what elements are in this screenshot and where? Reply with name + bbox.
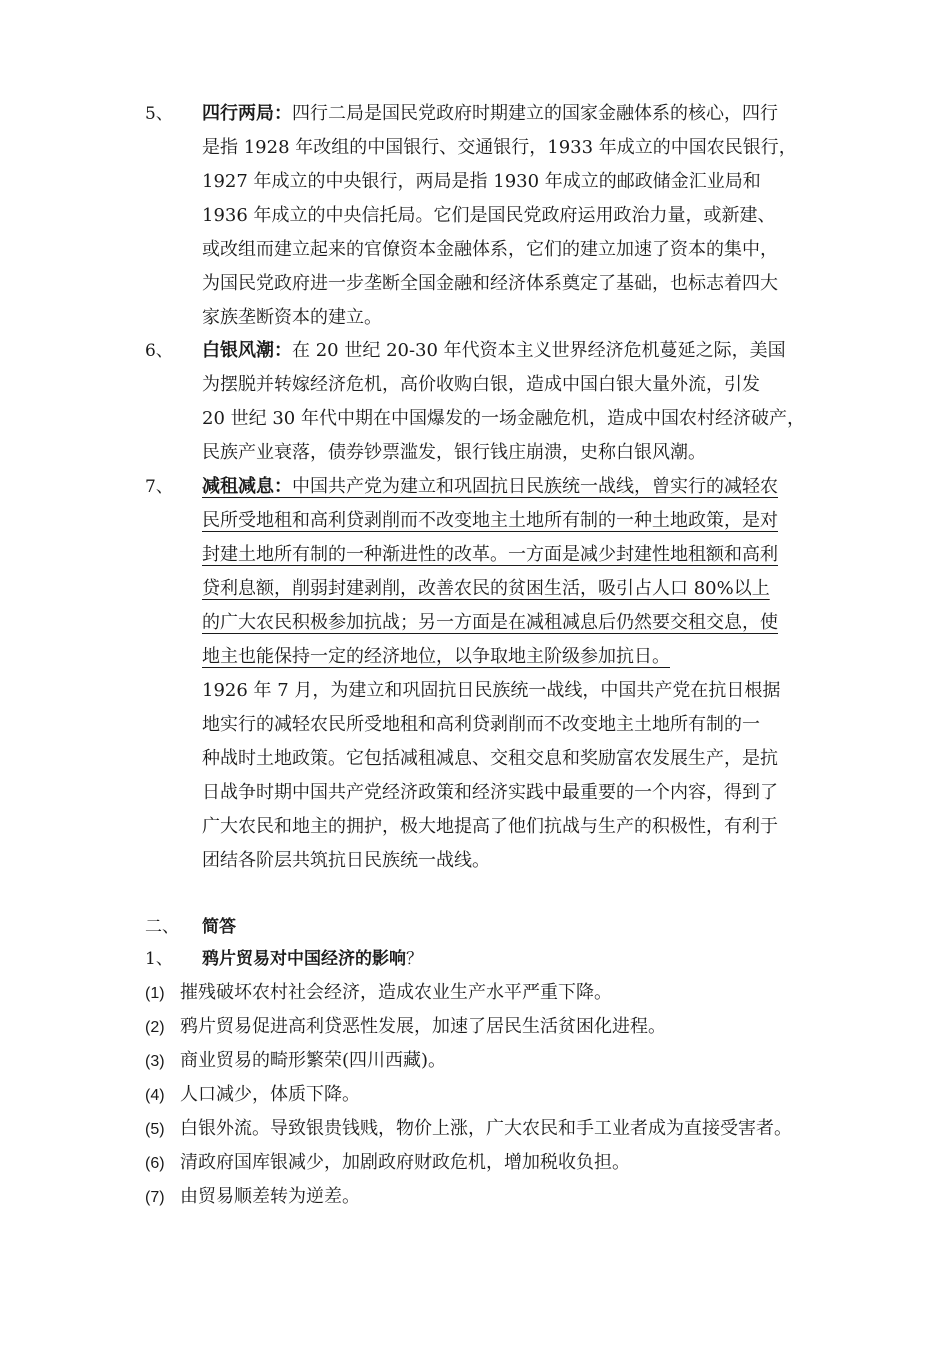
question-heading xyxy=(145,942,423,976)
answer-number: (2) xyxy=(145,1019,165,1036)
answer-text: 人口减少，体质下降。 xyxy=(180,1084,360,1105)
entry-underlined-line: 地主也能保持一定的经济地位，以争取地主阶级参加抗日。 xyxy=(202,646,670,667)
entry-line: 20 世纪 30 年代中期在中国爆发的一场金融危机，造成中国农村经济破产， xyxy=(202,408,805,429)
answer-number: (3) xyxy=(145,1053,165,1070)
answer-number: (4) xyxy=(145,1087,165,1104)
entry-underlined-line: 民所受地租和高利贷剥削而不改变地主土地所有制的一种土地政策，是对 xyxy=(202,510,778,531)
term-entry-5 xyxy=(145,97,825,335)
entry-underlined-line: 封建土地所有制的一种渐进性的改革。一方面是减少封建性地租额和高利 xyxy=(202,544,778,565)
entry-body xyxy=(202,334,812,470)
answer-item xyxy=(145,1078,360,1113)
answer-item xyxy=(145,1112,792,1147)
answer-number: (7) xyxy=(145,1189,165,1206)
entry-line: 为摆脱并转嫁经济危机，高价收购白银，造成中国白银大量外流，引发 xyxy=(202,374,760,395)
entry-term: 四行两局： xyxy=(202,103,292,124)
answer-item xyxy=(145,1146,630,1181)
entry-body xyxy=(202,97,812,335)
entry-line: 广大农民和地主的拥护，极大地提高了他们抗战与生产的积极性，有利于 xyxy=(202,816,778,837)
entry-line: 在 20 世纪 20-30 年代资本主义世界经济危机蔓延之际，美国 xyxy=(292,340,786,361)
answer-text: 商业贸易的畸形繁荣(四川西藏)。 xyxy=(180,1050,447,1071)
entry-underlined-line: 的广大农民积极参加抗战；另一方面是在减租减息后仍然要交租交息，使 xyxy=(202,612,778,633)
section-title: 简答 xyxy=(202,917,236,937)
entry-line: 1936 年成立的中央信托局。它们是国民党政府运用政治力量，或新建、 xyxy=(202,205,776,226)
answer-text: 白银外流。导致银贵钱贱，物价上涨，广大农民和手工业者成为直接受害者。 xyxy=(180,1118,792,1139)
entry-body xyxy=(202,470,812,878)
term-entry-6 xyxy=(145,334,825,470)
entry-number: 5、 xyxy=(145,104,173,124)
answer-item xyxy=(145,1180,360,1215)
entry-line: 团结各阶层共筑抗日民族统一战线。 xyxy=(202,850,490,871)
entry-line: 是指 1928 年改组的中国银行、交通银行，1933 年成立的中国农民银行， xyxy=(202,137,797,158)
entry-line: 地实行的减轻农民所受地租和高利贷剥削而不改变地主土地所有制的一 xyxy=(202,714,760,735)
question-number: 1、 xyxy=(145,949,173,969)
entry-underlined-line: 中国共产党为建立和巩固抗日民族统一战线，曾实行的减轻农 xyxy=(292,476,778,497)
section-number: 二、 xyxy=(145,917,179,937)
question-title: 鸦片贸易对中国经济的影响 xyxy=(202,949,406,969)
answer-text: 摧残破坏农村社会经济，造成农业生产水平严重下降。 xyxy=(180,982,612,1003)
entry-line: 或改组而建立起来的官僚资本金融体系，它们的建立加速了资本的集中， xyxy=(202,239,778,260)
entry-line: 1926 年 7 月，为建立和巩固抗日民族统一战线，中国共产党在抗日根据 xyxy=(202,680,781,701)
answer-text: 清政府国库银减少，加剧政府财政危机，增加税收负担。 xyxy=(180,1152,630,1173)
entry-number: 6、 xyxy=(145,341,173,361)
answer-number: (6) xyxy=(145,1155,165,1172)
answer-item xyxy=(145,1010,666,1045)
answer-number: (5) xyxy=(145,1121,165,1138)
entry-line: 种战时土地政策。它包括减租减息、交租交息和奖励富农发展生产，是抗 xyxy=(202,748,778,769)
entry-line: 为国民党政府进一步垄断全国金融和经济体系奠定了基础，也标志着四大 xyxy=(202,273,778,294)
answer-number: (1) xyxy=(145,985,165,1002)
entry-underlined-line: 贷利息额，削弱封建剥削，改善农民的贫困生活，吸引占人口 80%以上 xyxy=(202,578,770,599)
entry-line: 民族产业衰落，债券钞票滥发，银行钱庄崩溃，史称白银风潮。 xyxy=(202,442,706,463)
answer-item xyxy=(145,976,612,1011)
answer-text: 鸦片贸易促进高利贷恶性发展，加速了居民生活贫困化进程。 xyxy=(180,1016,666,1037)
answer-text: 由贸易顺差转为逆差。 xyxy=(180,1186,360,1207)
entry-line: 家族垄断资本的建立。 xyxy=(202,307,382,328)
entry-term: 减租减息： xyxy=(202,476,292,497)
term-entry-7 xyxy=(145,470,825,878)
answer-item xyxy=(145,1044,446,1079)
entry-line: 日战争时期中国共产党经济政策和经济实践中最重要的一个内容，得到了 xyxy=(202,782,778,803)
entry-term: 白银风潮： xyxy=(202,340,292,361)
entry-number: 7、 xyxy=(145,477,173,497)
question-mark: ？ xyxy=(406,949,423,969)
entry-line: 1927 年成立的中央银行，两局是指 1930 年成立的邮政储金汇业局和 xyxy=(202,171,761,192)
section-heading xyxy=(145,910,236,944)
entry-line: 四行二局是国民党政府时期建立的国家金融体系的核心，四行 xyxy=(292,103,778,124)
